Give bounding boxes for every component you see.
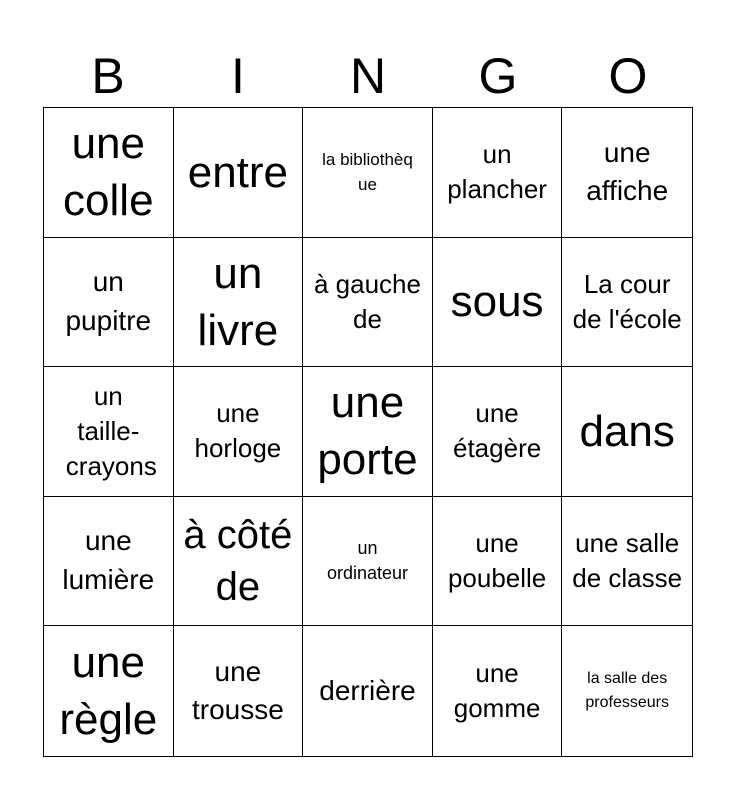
cell-label: sous xyxy=(450,277,544,327)
cell-label: dans xyxy=(579,406,675,456)
cell-label: une règle xyxy=(59,638,158,745)
header-letter-o: O xyxy=(608,48,648,104)
cell-label: à côté de xyxy=(183,513,293,610)
bingo-cell[interactable] xyxy=(303,238,433,368)
bingo-cell[interactable] xyxy=(44,238,174,368)
bingo-cell[interactable] xyxy=(303,626,433,756)
cell-label: une horloge xyxy=(194,398,282,464)
bingo-board xyxy=(43,107,693,757)
bingo-cell[interactable] xyxy=(303,108,433,238)
bingo-cell[interactable] xyxy=(433,238,563,368)
cell-label: entre xyxy=(187,147,289,197)
bingo-cell[interactable] xyxy=(562,367,692,497)
cell-label: la bibliothèque xyxy=(322,149,413,195)
cell-label: un pupitre xyxy=(65,266,152,336)
bingo-cell[interactable] xyxy=(44,626,174,756)
cell-label: un taille-crayons xyxy=(65,380,157,482)
cell-label: une poubelle xyxy=(447,528,547,594)
bingo-cell[interactable] xyxy=(174,367,304,497)
cell-label: un livre xyxy=(197,248,279,355)
cell-label: une salle de classe xyxy=(572,528,683,594)
bingo-cell[interactable] xyxy=(562,238,692,368)
cell-label: la salle des professeurs xyxy=(585,670,669,712)
header-letter-i: I xyxy=(231,48,245,104)
cell-label: une étagère xyxy=(453,398,542,464)
bingo-cell[interactable] xyxy=(174,497,304,627)
header-letter-b: B xyxy=(91,48,125,104)
bingo-cell[interactable] xyxy=(562,497,692,627)
cell-label: un ordinateur xyxy=(326,537,409,584)
bingo-cell[interactable] xyxy=(433,497,563,627)
cell-label: une trousse xyxy=(191,655,284,726)
bingo-cell[interactable] xyxy=(433,367,563,497)
bingo-cell[interactable] xyxy=(174,626,304,756)
cell-label: un plancher xyxy=(447,139,547,205)
cell-label: derrière xyxy=(319,674,416,706)
cell-label: une gomme xyxy=(453,658,541,724)
bingo-cell[interactable] xyxy=(433,108,563,238)
bingo-cell[interactable] xyxy=(174,238,304,368)
bingo-cell[interactable] xyxy=(562,108,692,238)
cell-label: une colle xyxy=(63,119,154,226)
bingo-cell[interactable] xyxy=(433,626,563,756)
header-letter-g: G xyxy=(478,48,518,104)
bingo-cell[interactable] xyxy=(174,108,304,238)
cell-label: une lumière xyxy=(62,525,155,596)
cell-label: une affiche xyxy=(586,136,669,207)
cell-label: une porte xyxy=(317,378,418,485)
bingo-cell[interactable] xyxy=(44,497,174,627)
cell-label: La cour de l'école xyxy=(572,268,682,334)
header-letter-n: N xyxy=(349,48,387,104)
bingo-cell[interactable] xyxy=(44,108,174,238)
bingo-header xyxy=(43,44,693,108)
bingo-cell[interactable] xyxy=(303,367,433,497)
bingo-cell[interactable] xyxy=(562,626,692,756)
cell-label: à gauche de xyxy=(313,268,421,334)
bingo-cell[interactable] xyxy=(303,497,433,627)
bingo-cell[interactable] xyxy=(44,367,174,497)
